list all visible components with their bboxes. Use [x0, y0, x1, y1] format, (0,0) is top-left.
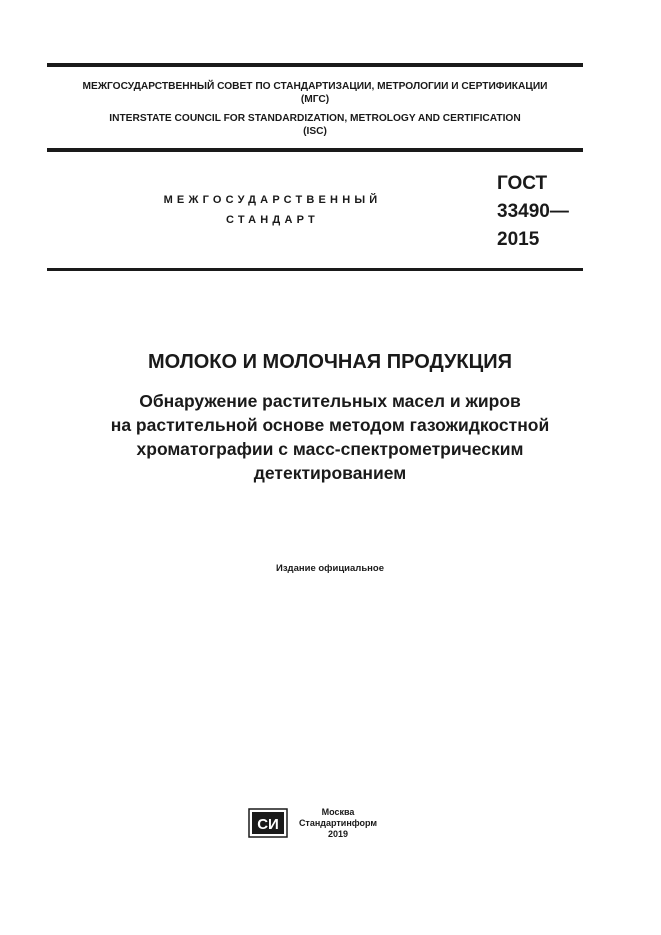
subtitle-line: хроматографии с масс-спектрометрическим [136, 439, 524, 459]
publisher-city: Москва [321, 807, 355, 817]
standard-kind-line1: МЕЖГОСУДАРСТВЕННЫЙ [163, 194, 382, 206]
top-rule [47, 63, 583, 67]
standard-code [497, 170, 569, 254]
council-en [47, 112, 583, 138]
subtitle-line: детектированием [253, 463, 407, 483]
standard-code-number: 33490— [497, 201, 569, 222]
logo-mark-text: СИ [257, 816, 279, 833]
standard-kind-line2: СТАНДАРТ [226, 214, 319, 226]
council-en-name: INTERSTATE COUNCIL FOR STANDARDIZATION, METROLOGY AND CERTIFICATION [109, 113, 521, 124]
publisher-year: 2019 [327, 829, 349, 839]
edition-label: Издание официальное [276, 563, 384, 574]
middle-rule [47, 148, 583, 152]
standard-code-year: 2015 [497, 229, 540, 250]
subtitle-line: Обнаружение растительных масел и жиров [139, 391, 521, 411]
document-title: МОЛОКО И МОЛОЧНАЯ ПРОДУКЦИЯ [148, 351, 512, 373]
council-ru [47, 80, 583, 106]
council-ru-name: МЕЖГОСУДАРСТВЕННЫЙ СОВЕТ ПО СТАНДАРТИЗАЦИИ, МЕТРОЛОГИИ И СЕРТИФИКАЦИИ [82, 81, 548, 92]
standartinform-logo-icon [248, 808, 288, 838]
document-subtitle [47, 389, 613, 485]
council-ru-abbr: (МГС) [300, 94, 330, 105]
publisher-name: Стандартинформ [298, 818, 378, 828]
standard-code-prefix: ГОСТ [497, 173, 548, 194]
subtitle-line: на растительной основе методом газожидкостной [110, 415, 550, 435]
council-en-abbr: (ISC) [303, 126, 327, 137]
publisher-block [290, 807, 386, 840]
bottom-rule [47, 268, 583, 271]
